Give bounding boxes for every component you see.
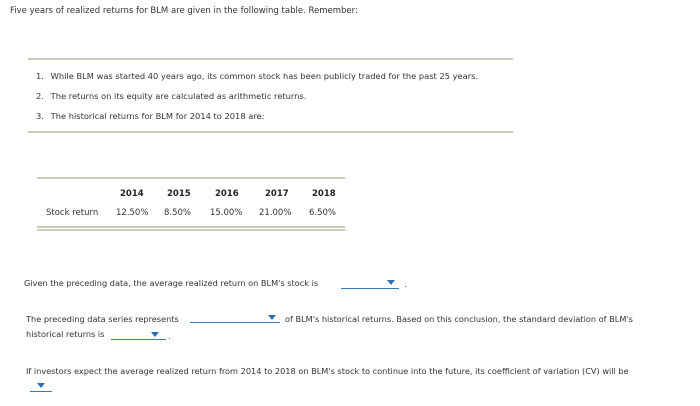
rule-number: 1. bbox=[36, 71, 44, 81]
rules-list bbox=[36, 71, 478, 131]
rules-bottom-divider bbox=[28, 131, 513, 133]
year-header: 2015 bbox=[167, 189, 191, 199]
cv-dropdown[interactable] bbox=[30, 391, 52, 392]
rule-number: 2. bbox=[36, 91, 44, 101]
question-average-return: Given the preceding data, the average realized return on BLM's stock is bbox=[24, 278, 319, 288]
table-bottom-border bbox=[37, 226, 345, 228]
std-dev-dropdown[interactable] bbox=[111, 339, 166, 340]
rules-top-divider bbox=[28, 58, 513, 60]
problem-intro: Five years of realized returns for BLM are given in the following table. Remember: bbox=[10, 6, 358, 16]
year-header: 2014 bbox=[120, 189, 144, 199]
rule-text: The historical returns for BLM for 2014 to 2018 are: bbox=[50, 111, 265, 121]
chevron-down-icon[interactable] bbox=[151, 332, 159, 337]
sentence-period: . bbox=[168, 331, 171, 341]
chevron-down-icon[interactable] bbox=[387, 280, 395, 285]
rule-number: 3. bbox=[36, 111, 44, 121]
chevron-down-icon[interactable] bbox=[268, 315, 276, 320]
return-cell: 8.50% bbox=[164, 208, 192, 218]
question-std-dev: historical returns is bbox=[26, 329, 105, 339]
rule-item bbox=[36, 71, 478, 91]
sentence-period: . bbox=[404, 279, 407, 289]
rule-text: The returns on its equity are calculated as arithmetic returns. bbox=[50, 91, 307, 101]
table-top-border bbox=[37, 177, 345, 179]
return-cell: 21.00% bbox=[259, 208, 292, 218]
question-series-continuation: of BLM's historical returns. Based on this conclusion, the standard deviation of BLM's bbox=[285, 314, 633, 324]
return-cell: 6.50% bbox=[309, 208, 337, 218]
table-bottom-border-double bbox=[37, 229, 345, 231]
rule-item bbox=[36, 111, 478, 131]
return-cell: 12.50% bbox=[116, 208, 149, 218]
return-cell: 15.00% bbox=[210, 208, 243, 218]
year-header: 2017 bbox=[265, 189, 289, 199]
chevron-down-icon[interactable] bbox=[37, 383, 45, 388]
question-series-type: The preceding data series represents bbox=[26, 314, 179, 324]
average-return-dropdown[interactable] bbox=[341, 288, 399, 289]
rule-text: While BLM was started 40 years ago, its common stock has been publicly traded for the past 25 years. bbox=[50, 71, 479, 81]
year-header: 2016 bbox=[215, 189, 239, 199]
rule-item bbox=[36, 91, 478, 111]
row-label: Stock return bbox=[46, 208, 99, 218]
year-header: 2018 bbox=[312, 189, 336, 199]
question-coefficient-of-variation: If investors expect the average realized return from 2014 to 2018 on BLM's stock to continue into the future, its coefficient of variation (CV) will be bbox=[26, 366, 629, 376]
series-type-dropdown[interactable] bbox=[190, 322, 280, 323]
